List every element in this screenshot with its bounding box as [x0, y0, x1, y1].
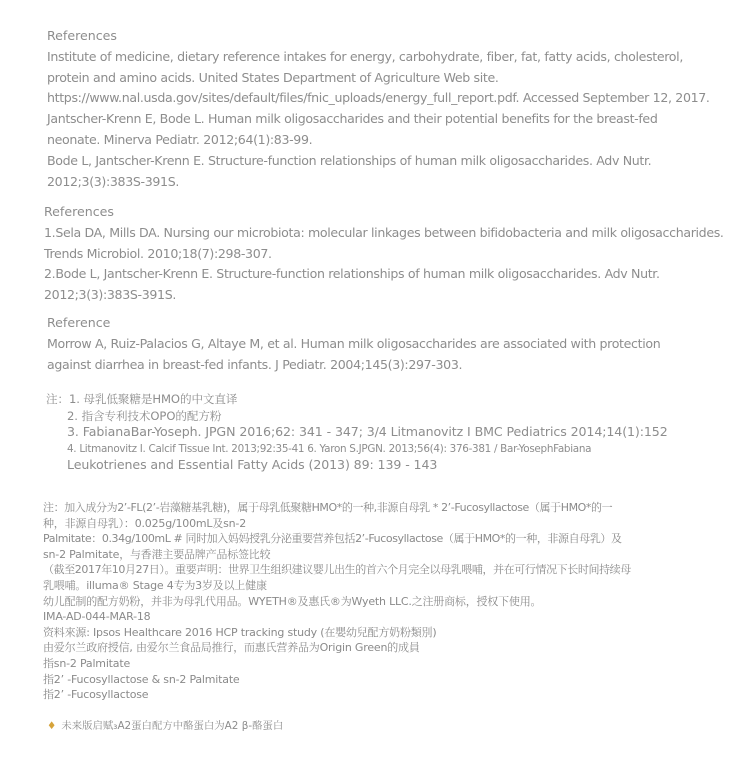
reference-line: Institute of medicine, dietary reference intakes for energy, carbohydrate, fiber, fat, fatty acids, cholesterol, — [47, 48, 683, 64]
fine-print-line: （截至2017年10月27日）。重要声明：世界卫生组织建议婴儿出生的首六个月完全以母乳喂哺，并在可行情况下长时间持续母 — [43, 563, 631, 577]
reference-line: Jantscher-Krenn E, Bode L. Human milk oligosaccharides and their potential benefits for the breast-fed — [47, 111, 658, 127]
fine-print-line: 资料來源: Ipsos Healthcare 2016 HCP tracking study (在嬰幼兒配方奶粉類別) — [43, 625, 437, 639]
fine-print-line: 指sn-2 Palmitate — [43, 656, 131, 670]
note-line: 注：1. 母乳低聚糖是HMO的中文直译 — [46, 392, 238, 406]
fine-print-block — [43, 500, 733, 703]
fine-print-line: 乳喂哺。illuma® Stage 4专为3岁及以上健康 — [43, 578, 267, 592]
footnote-text: 未来版启赋₃A2蛋白配方中酪蛋白为A2 β-酪蛋白 — [61, 720, 284, 732]
fine-print-line: 由爱尔兰政府授信, 由爱尔兰食品局推行，而惠氏营养品为Origin Green的成員 — [43, 641, 420, 655]
fine-print-line: IMA-AD-044-MAR-18 — [43, 610, 151, 624]
note-line: 3. FabianaBar-Yoseph. JPGN 2016;62: 341 - 347; 3/4 Litmanovitz I BMC Pediatrics 2014;14(1):152 — [67, 424, 668, 440]
note-line: 2. 指含专利技术OPO的配方粉 — [67, 408, 222, 423]
footnote-bullet — [47, 719, 283, 733]
fine-print-line: Palmitate：0.34g/100mL # 同时加入妈妈授乳分泌重要营养包括2’-Fucosyllactose（属于HMO*的一种，非源自母乳）及 — [43, 532, 622, 546]
reference-line: 2012;3(3):383S-391S. — [44, 287, 176, 303]
reference-line: 1.Sela DA, Mills DA. Nursing our microbiota: molecular linkages between bifidobacteria and milk oligosaccharides. — [44, 224, 724, 240]
reference-line: 2012;3(3):383S-391S. — [47, 173, 179, 189]
reference-heading: Reference — [47, 315, 111, 330]
references-heading: References — [47, 28, 117, 43]
references-heading: References — [44, 204, 114, 219]
notes-block — [46, 391, 736, 474]
fine-print-line: 指2’ -Fucosyllactose & sn-2 Palmitate — [43, 672, 240, 686]
fine-print-line: 种，非源自母乳）：0.025g/100mL及sn-2 — [43, 516, 246, 530]
reference-line: https://www.nal.usda.gov/sites/default/files/fnic_uploads/energy_full_report.pdf. Accessed September 12, 2017. — [47, 90, 710, 106]
reference-block-3 — [47, 313, 737, 375]
fine-print-line: 注：加入成分为2’-FL(2’-岩藻糖基乳糖)，属于母乳低聚糖HMO*的一种,非源自母乳 * 2’-Fucosyllactose（属于HMO*的一 — [43, 501, 613, 514]
references-block-2 — [44, 202, 734, 306]
note-line: Leukotrienes and Essential Fatty Acids (2013) 89: 139 - 143 — [67, 457, 438, 473]
reference-line: against diarrhea in breast-fed infants. J Pediatr. 2004;145(3):297-303. — [47, 356, 463, 372]
note-line: 4. Litmanovitz I. Calcif Tissue Int. 2013;92:35-41 6. Yaron S.JPGN. 2013;56(4): 376-381 / Bar-YosephFabiana — [67, 442, 592, 455]
reference-line: 2.Bode L, Jantscher-Krenn E. Structure-function relationships of human milk oligosaccharides. Adv Nutr. — [44, 266, 660, 282]
reference-line: neonate. Minerva Pediatr. 2012;64(1):83-99. — [47, 131, 313, 147]
reference-line: Trends Microbiol. 2010;18(7):298-307. — [44, 245, 272, 261]
fine-print-line: sn-2 Palmitate，与香港主要品牌产品标签比较 — [43, 547, 271, 561]
diamond-icon: ♦ — [47, 720, 57, 732]
reference-line: Bode L, Jantscher-Krenn E. Structure-function relationships of human milk oligosaccharides. Adv Nutr. — [47, 152, 652, 168]
fine-print-line: 幼儿配制的配方奶粉，并非为母乳代用品。WYETH®及惠氏®为Wyeth LLC.之注册商标，授权下使用。 — [43, 594, 542, 608]
fine-print-line: 指2’ -Fucosyllactose — [43, 688, 149, 702]
reference-line: Morrow A, Ruiz-Palacios G, Altaye M, et al. Human milk oligosaccharides are associated with protection — [47, 335, 661, 351]
reference-line: protein and amino acids. United States Department of Agriculture Web site. — [47, 69, 499, 85]
references-block-1 — [47, 26, 737, 192]
